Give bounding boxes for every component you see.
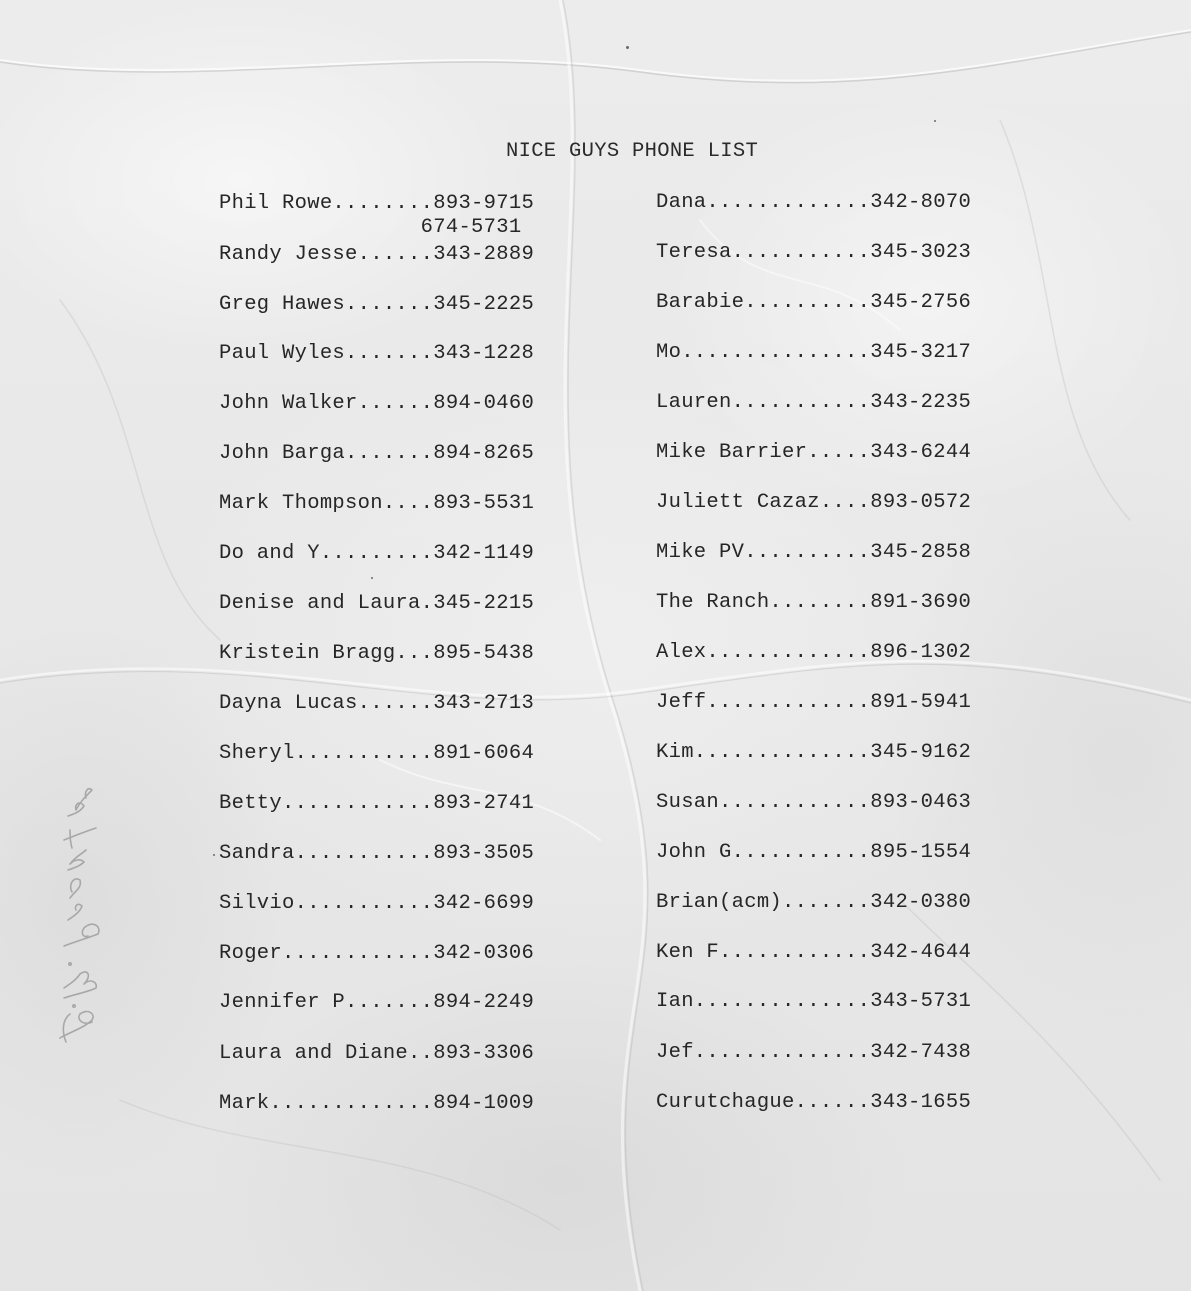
contact-extra-line: 674-5731 xyxy=(219,216,522,239)
contact-entry: Mike PV..........345-2858 xyxy=(656,541,972,564)
contact-entry: Brian(acm).......342-0380 xyxy=(656,891,972,914)
contact-entry: Curutchague......343-1655 xyxy=(656,1091,972,1114)
contact-entry: Mike Barrier.....343-6244 xyxy=(656,441,972,464)
contact-entry: Dayna Lucas......343-2713 xyxy=(219,692,535,715)
contact-entry: Do and Y.........342-1149 xyxy=(219,542,535,565)
contact-entry: John G...........895-1554 xyxy=(656,841,972,864)
contact-entry: Barabie..........345-2756 xyxy=(656,291,972,314)
contact-entry: Lauren...........343-2235 xyxy=(656,391,972,414)
contact-entry: Teresa...........345-3023 xyxy=(656,241,972,264)
page-title: NICE GUYS PHONE LIST xyxy=(506,140,759,163)
contact-entry: Ken F............342-4644 xyxy=(656,941,972,964)
contact-entry: Kristein Bragg...895-5438 xyxy=(219,642,535,665)
contact-entry: Mark Thompson....893-5531 xyxy=(219,492,535,515)
contact-entry: John Walker......894-0460 xyxy=(219,392,535,415)
contact-entry: Mo...............345-3217 xyxy=(656,341,972,364)
contact-entry: Sandra...........893-3505 xyxy=(219,842,535,865)
contact-entry: Roger............342-0306 xyxy=(219,942,535,965)
contact-entry: Denise and Laura.345-2215 xyxy=(219,592,535,615)
contact-entry: Jennifer P.......894-2249 xyxy=(219,991,535,1014)
contact-entry: Juliett Cazaz....893-0572 xyxy=(656,491,972,514)
contact-entry: Silvio...........342-6699 xyxy=(219,892,535,915)
contact-entry: Sheryl...........891-6064 xyxy=(219,742,535,765)
contact-entry: Randy Jesse......343-2889 xyxy=(219,243,535,266)
contact-entry: Jeff.............891-5941 xyxy=(656,691,972,714)
contact-entry: Kim..............345-9162 xyxy=(656,741,972,764)
paper-speck xyxy=(626,46,629,49)
paper-speck xyxy=(934,120,936,122)
contact-line: Phil Rowe........893-9715 xyxy=(219,192,535,215)
contact-entry: Jef..............342-7438 xyxy=(656,1041,972,1064)
contact-entry: Mark.............894-1009 xyxy=(219,1092,535,1115)
contact-entry: Dana.............342-8070 xyxy=(656,191,972,214)
contact-entry: Ian..............343-5731 xyxy=(656,990,972,1013)
contact-entry: Betty............893-2741 xyxy=(219,792,535,815)
contact-entry: Susan............893-0463 xyxy=(656,791,972,814)
paper-speck xyxy=(371,577,373,579)
contact-entry: Greg Hawes.......345-2225 xyxy=(219,293,535,316)
pencil-signature xyxy=(40,770,120,1060)
contact-entry: Laura and Diane..893-3306 xyxy=(219,1042,535,1065)
contact-entry xyxy=(219,192,534,240)
contact-entry: Alex.............896-1302 xyxy=(656,641,972,664)
contact-entry: Paul Wyles.......343-1228 xyxy=(219,342,535,365)
contact-entry: The Ranch........891-3690 xyxy=(656,591,972,614)
contact-entry: John Barga.......894-8265 xyxy=(219,442,535,465)
paper-speck xyxy=(213,854,215,856)
